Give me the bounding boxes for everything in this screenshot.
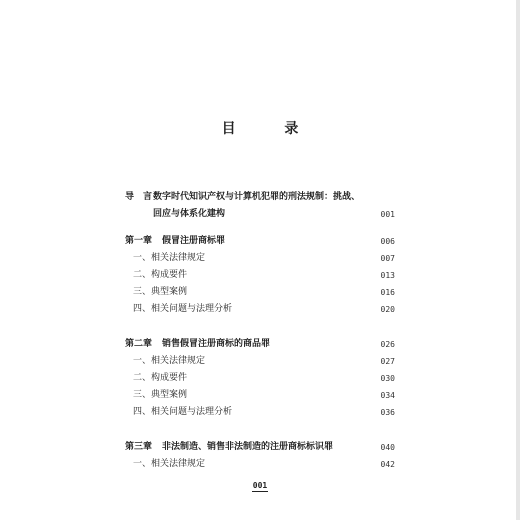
toc-section-row[interactable] (125, 353, 395, 370)
section-page-number: 034 (380, 391, 395, 400)
toc-section-row[interactable] (125, 250, 395, 267)
chapter-label: 第二章 (125, 339, 153, 349)
page-footer (0, 481, 520, 492)
page-title: 目 录 (221, 121, 321, 137)
section-title: 二、构成要件 (133, 373, 188, 383)
section-page-number: 042 (380, 460, 395, 469)
chapter-page-number: 040 (380, 443, 395, 452)
toc-section-row[interactable] (125, 404, 395, 421)
section-title: 一、相关法律规定 (133, 459, 206, 469)
chapter-label: 第一章 (125, 236, 153, 246)
toc-chapter-row[interactable] (125, 336, 395, 353)
section-page-number: 030 (380, 374, 395, 383)
section-page-number: 016 (380, 288, 395, 297)
toc-chapter-row[interactable] (125, 233, 395, 250)
footer-page-number: 001 (252, 481, 268, 490)
section-page-number: 013 (380, 271, 395, 280)
chapter-page-number: 026 (380, 340, 395, 349)
page-edge-shadow (516, 0, 520, 520)
chapter-page-number: 006 (380, 237, 395, 246)
toc-section-row[interactable] (125, 456, 395, 473)
toc-section-row[interactable] (125, 284, 395, 301)
chapter-title: 假冒注册商标罪 (162, 236, 226, 246)
section-title: 一、相关法律规定 (133, 356, 206, 366)
section-title: 一、相关法律规定 (133, 253, 206, 263)
toc-intro-row-cont[interactable] (125, 206, 395, 223)
intro-label: 导 言 (125, 192, 153, 202)
intro-title-line2: 回应与体系化建构 (153, 209, 226, 219)
section-page-number: 027 (380, 357, 395, 366)
toc-section-row[interactable] (125, 387, 395, 404)
section-title: 三、典型案例 (133, 287, 188, 297)
chapter-label: 第三章 (125, 442, 153, 452)
section-title: 三、典型案例 (133, 390, 188, 400)
section-title: 四、相关问题与法理分析 (133, 304, 233, 314)
toc-section-row[interactable] (125, 267, 395, 284)
toc-intro-row[interactable] (125, 189, 395, 206)
chapter-title: 非法制造、销售非法制造的注册商标标识罪 (162, 442, 334, 452)
toc-section-row[interactable] (125, 370, 395, 387)
toc-section-row[interactable] (125, 301, 395, 318)
chapter-title: 销售假冒注册商标的商品罪 (162, 339, 271, 349)
section-title: 二、构成要件 (133, 270, 188, 280)
section-page-number: 036 (380, 408, 395, 417)
section-title: 四、相关问题与法理分析 (133, 407, 233, 417)
toc-chapter-row[interactable] (125, 439, 395, 456)
intro-title-line1: 数字时代知识产权与计算机犯罪的刑法规制：挑战、 (153, 192, 361, 202)
section-page-number: 020 (380, 305, 395, 314)
intro-page-number: 001 (380, 210, 395, 219)
section-page-number: 007 (380, 254, 395, 263)
table-of-contents (125, 189, 395, 473)
